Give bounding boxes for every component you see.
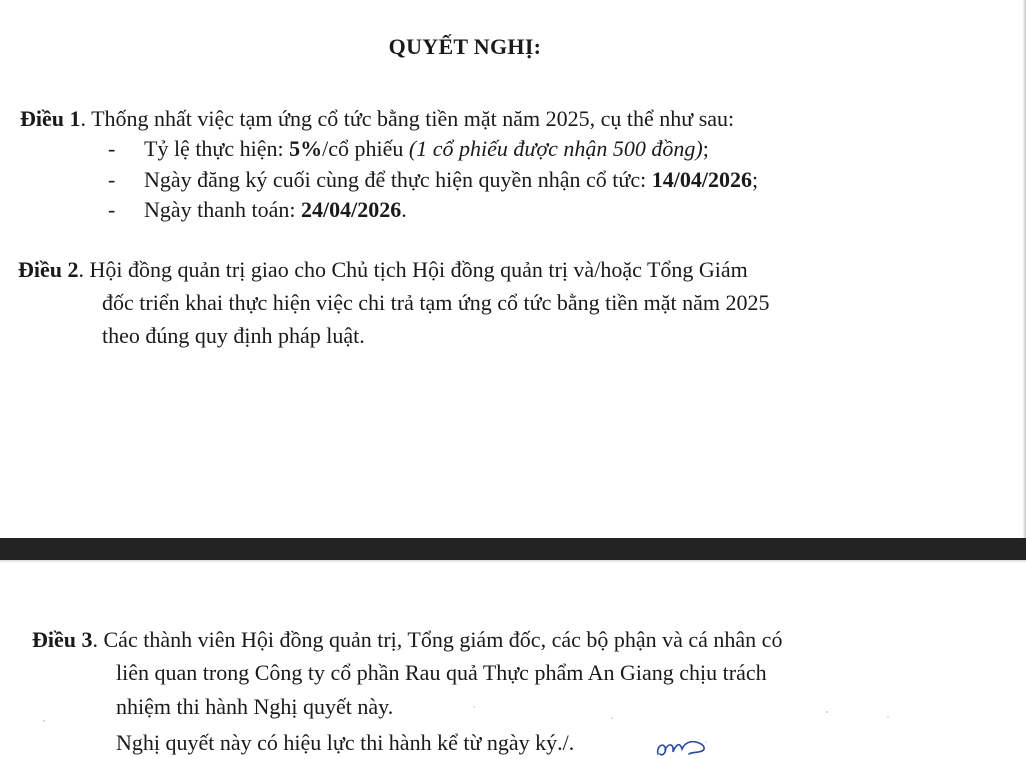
payment-date: 24/04/2026 [301,197,402,222]
article-1-item-payment-date: - Ngày thanh toán: 24/04/2026. [108,197,407,222]
article-1-label: Điều 1 [20,106,81,131]
article-1-intro [20,104,734,133]
initials-signature [652,730,710,759]
bullet-dash: - [108,136,116,161]
article-2-line-3: theo đúng quy định pháp luật. [102,323,365,348]
article-3-label: Điều 3 [32,627,93,652]
bullet-dash: - [108,197,116,222]
dividend-per-share-note: (1 cổ phiếu được nhận 500 đồng) [408,136,703,161]
dividend-rate: 5% [289,136,323,161]
bullet-dash: - [108,167,116,192]
article-1-text: . Thống nhất việc tạm ứng cổ tức bằng tiền mặt năm 2025, cụ thể như sau: [80,106,735,131]
page-break-band [0,538,1026,560]
article-1-item-record-date: - Ngày đăng ký cuối cùng để thực hiện quyền nhận cổ tức: 14/04/2026; [108,167,759,192]
scan-speckles [0,560,1026,759]
article-3-line-2: liên quan trong Công ty cổ phần Rau quả Thực phẩm An Giang chịu trách [116,660,767,685]
article-2-line-1: Điều 2. Hội đồng quản trị giao cho Chủ tịch Hội đồng quản trị và/hoặc Tổng Giám [18,257,748,282]
article-3-line-4: Nghị quyết này có hiệu lực thi hành kể từ ngày ký./. [116,730,575,755]
article-1-item-rate: - Tỷ lệ thực hiện: 5%/cổ phiếu (1 cổ phiếu được nhận 500 đồng); [108,136,709,161]
article-3-line-1: Điều 3. Các thành viên Hội đồng quản trị, Tổng giám đốc, các bộ phận và cá nhân có [32,627,783,652]
resolution-heading: QUYẾT NGHỊ: [388,34,542,59]
article-2-label: Điều 2 [18,257,79,282]
record-date: 14/04/2026 [651,167,752,192]
article-3-line-3: nhiệm thi hành Nghị quyết này. [116,694,394,719]
article-2-line-2: đốc triển khai thực hiện việc chi trả tạm ứng cổ tức bằng tiền mặt năm 2025 [102,290,770,315]
